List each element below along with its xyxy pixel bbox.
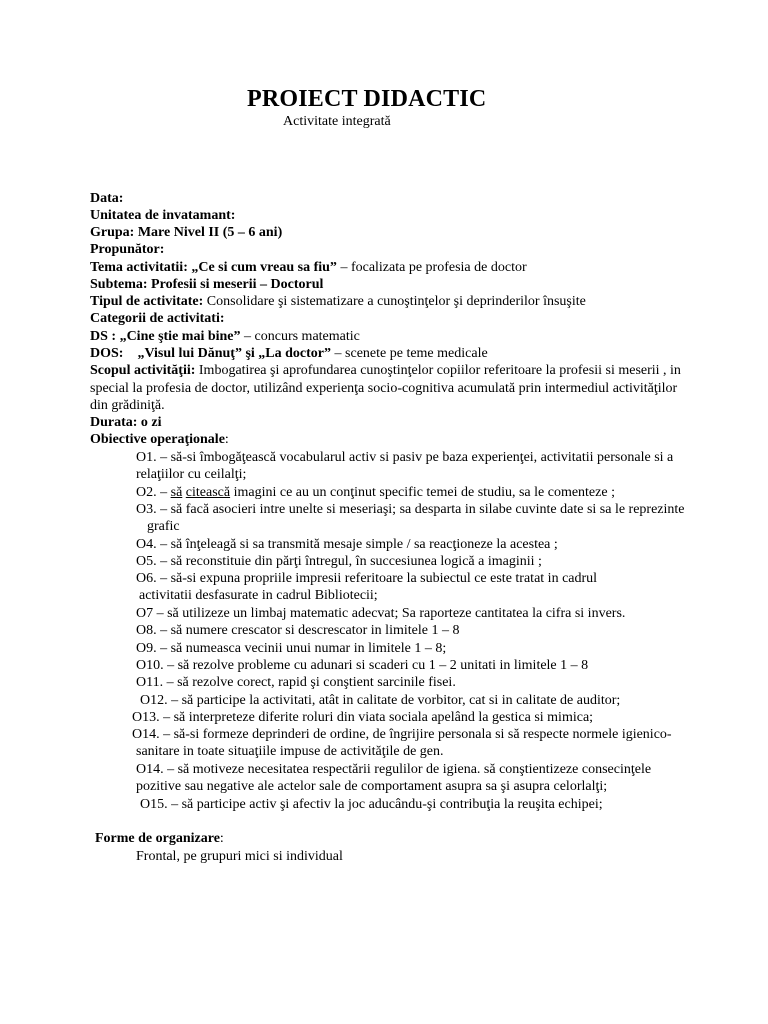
scop-label: Scopul activităţii: — [90, 363, 196, 378]
objective-o12: O12. – să participe la activitati, atât in calitate de vorbitor, cat si in calitate de auditor; — [140, 693, 621, 708]
unitatea-label: Unitatea de invatamant: — [90, 208, 236, 223]
o2-rest: imagini ce au un conţinut specific temei de studiu, sa le comenteze ; — [230, 485, 615, 500]
objective-o7: O7 – să utilizeze un limbaj matematic adecvat; Sa raporteze cantitatea la cifra si invers. — [136, 606, 626, 621]
page-subtitle: Activitate integrată — [283, 114, 391, 129]
durata-line: Durata: o zi — [90, 415, 162, 430]
tema-rest: – focalizata pe profesia de doctor — [336, 260, 527, 275]
o2-prefix: O2. – — [136, 485, 171, 500]
objective-o3-line1: O3. – să facă asocieri intre unelte si meseriaşi; sa desparta in silabe cuvinte date si sa le reprezinte — [136, 502, 685, 517]
objective-o8: O8. – să numere crescator si descrescator in limitele 1 – 8 — [136, 623, 460, 638]
ds-title: „Cine ştie mai bine” — [119, 329, 241, 344]
obiective-label: Obiective operaţionale — [90, 432, 225, 447]
objective-o11: O11. – să rezolve corect, rapid şi conştient sarcinile fisei. — [136, 675, 456, 690]
dos-rest: – scenete pe teme medicale — [331, 346, 488, 361]
o2-citeasca: citească — [185, 485, 231, 500]
page-title: PROIECT DIDACTIC — [247, 86, 487, 112]
dos-line — [90, 345, 488, 362]
ds-rest: – concurs matematic — [240, 329, 360, 344]
objective-o10: O10. – să rezolve probleme cu adunari si scaderi cu 1 – 2 unitati in limitele 1 – 8 — [136, 658, 589, 673]
ds-line — [90, 328, 360, 345]
objective-o1-line2: relaţiilor cu ceilalţi; — [136, 467, 247, 482]
objective-o4: O4. – să înţeleagă si sa transmită mesaje simple / sa reacţioneze la acestea ; — [136, 537, 558, 552]
objective-o14-line2: sanitare in toate situaţiile impuse de activităţile de gen. — [136, 744, 444, 759]
categorii-label: Categorii de activitati: — [90, 311, 225, 326]
obiective-colon: : — [224, 432, 229, 447]
tip-line — [90, 293, 586, 310]
tema-line — [90, 259, 527, 276]
objective-o2 — [136, 484, 615, 502]
forme-colon: : — [219, 831, 224, 846]
scop-line-1 — [90, 362, 681, 379]
dos-label: DOS: — [90, 346, 138, 361]
grupa-line: Grupa: Mare Nivel II (5 – 6 ani) — [90, 225, 283, 240]
propunator-label: Propunător: — [90, 242, 165, 257]
objective-o3-line2: grafic — [147, 519, 180, 534]
objective-o6-line2: activitatii desfasurate in cadrul Bibliotecii; — [139, 588, 378, 603]
forme-value: Frontal, pe grupuri mici si individual — [136, 849, 343, 864]
tip-label: Tipul de activitate: — [90, 294, 204, 309]
objective-o14b-line1: O14. – să motiveze necesitatea respectării regulilor de igiena. să conştientizeze consecinţele — [136, 762, 652, 777]
dos-title: „Visul lui Dănuţ” şi „La doctor” — [137, 346, 332, 361]
ds-label: DS : — [90, 329, 120, 344]
tip-value: Consolidare şi sistematizare a cunoştinţelor şi deprinderilor însuşite — [203, 294, 586, 309]
scop-line-2: special la profesia de doctor, utilizând experienţa socio-cognitiva acumulată prin intermediul activităţilor — [90, 381, 678, 396]
tema-title: „Ce si cum vreau sa fiu” — [191, 260, 337, 275]
objective-o14-line1: O14. – să-si formeze deprinderi de ordine, de îngrijire personala si să respecte normele igienico- — [132, 727, 672, 742]
objective-o13: O13. – să interpreteze diferite roluri din viata sociala apelând la gestica si mimica; — [132, 710, 594, 725]
subtema-line: Subtema: Profesii si meserii – Doctorul — [90, 277, 324, 292]
objective-o1-line1: O1. – să-si îmbogăţească vocabularul activ si pasiv pe baza experienţei, activitatii personale si a — [136, 450, 674, 465]
data-label: Data: — [90, 191, 124, 206]
objective-o6-line1: O6. – să-si expuna propriile impresii referitoare la subiectul ce este tratat in cadrul — [136, 571, 598, 586]
forme-heading — [95, 830, 224, 847]
obiective-heading — [90, 431, 229, 448]
objective-o14b-line2: pozitive sau negative ale actelor sale de comportament asupra sa şi asupra celorlalţi; — [136, 779, 608, 794]
scop-line-3: din grădiniţă. — [90, 398, 165, 413]
o2-sa: să — [170, 485, 183, 500]
objective-o15: O15. – să participe activ şi afectiv la joc aducându-şi contribuţia la reuşita echipei; — [140, 797, 603, 812]
objective-o9: O9. – să numeasca vecinii unui numar in limitele 1 – 8; — [136, 641, 447, 656]
tema-label: Tema activitatii: — [90, 260, 188, 275]
forme-label: Forme de organizare — [95, 831, 220, 846]
objective-o5: O5. – să reconstituie din părţi întregul, în succesiunea logică a imaginii ; — [136, 554, 542, 569]
scop-text-1: Imbogatirea şi aprofundarea cunoştinţelor copiilor referitoare la profesii si meserii , in — [195, 363, 681, 378]
